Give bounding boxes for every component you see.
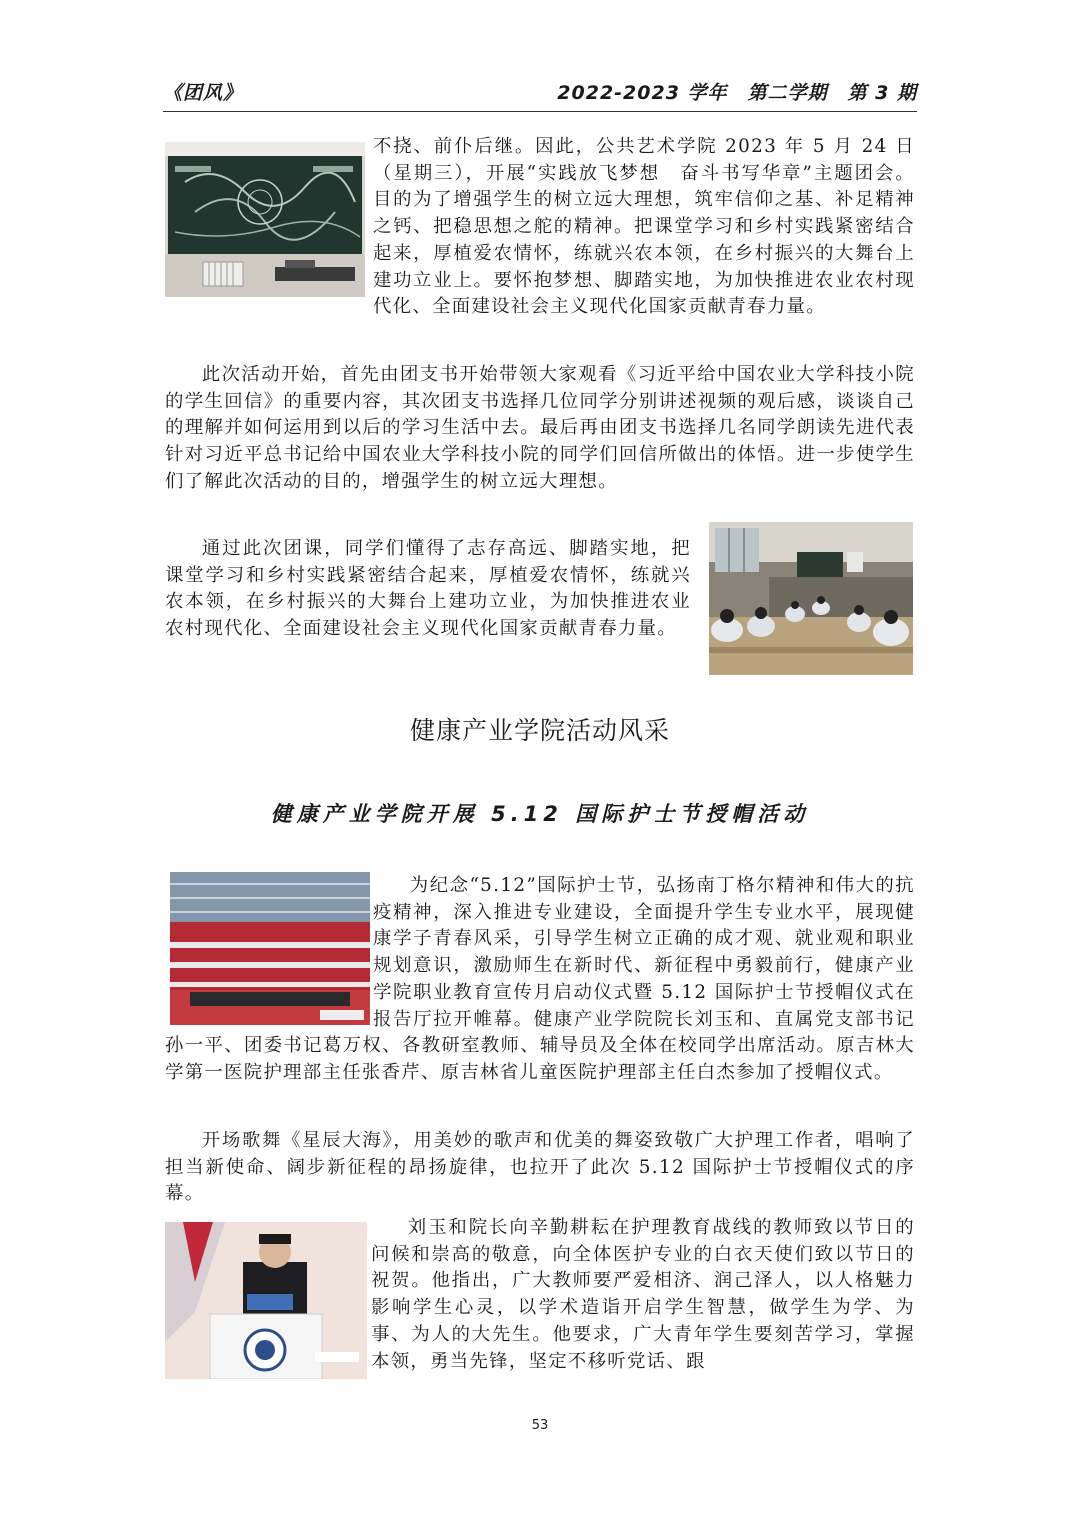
article2-paragraph-2: 开场歌舞《星辰大海》，用美妙的歌声和优美的舞姿致敬广大护理工作者，唱响了担当新使命、阔步新征程的昂扬旋律，也拉开了此次 5.12 国际护士节授帽仪式的序幕。 [165,1130,915,1205]
issue-info: 2022-2023 学年 第二学期 第 3 期 [557,82,917,104]
journal-title: 《团风》 [163,82,244,104]
section-title: 健康产业学院活动风采 [409,716,670,745]
article2-paragraph-3-block [165,1215,915,1379]
article2-paragraph-3: 刘玉和院长向辛勤耕耘在护理教育战线的教师致以节日的问候和崇高的敬意，向全体医护专业的白衣天使们致以节日的祝贺。他指出，广大教师要严爱相济、润己泽人，以人格魅力影响学生心灵，以学术造诣开启学生智慧，做学生为学、为事、为人的大先生。他要求，广大青年学生要刻苦学习，掌握本领，勇当先锋，坚定不移听党话、跟 [371,1217,915,1372]
header-divider [163,111,917,112]
article-title: 健康产业学院开展 5.12 国际护士节授帽活动 [270,802,810,826]
article2-paragraph-1-block [165,873,915,1087]
article1-paragraph-1-block [165,134,915,321]
page-number: 53 [531,1418,549,1433]
article1-paragraph-1: 不挠、前仆后继。因此，公共艺术学院 2023 年 5 月 24 日（星期三），开展“实践放飞梦想 奋斗书写华章”主题团会。目的为了增强学生的树立远大理想，筑牢信仰之基、补足精神之钙、把稳思想之舵的精神。把课堂学习和乡村实践紧密结合起来，厚植爱农情怀，练就兴农本领，在乡村振兴的大舞台上建功立业上。要怀抱梦想、脚踏实地，为加快推进农业农村现代化、全面建设社会主义现代化国家贡献青春力量。 [373,136,915,318]
article2-paragraph-1: 为纪念“5.12”国际护士节，弘扬南丁格尔精神和伟大的抗疫精神，深入推进专业建设，全面提升学生专业水平，展现健康学子青春风采，引导学生树立正确的成才观、就业观和职业规划意识，激励师生在新时代、新征程中勇毅前行，健康产业学院职业教育宣传月启动仪式暨 5.12 国际护士节授帽仪式在报告厅拉开帷幕。健康产业学院院长刘玉和、直属党支部书记孙一平、团委书记葛万权、各教研室教师、辅导员及全体在校同学出席活动。原吉林大学第一医院护理部主任张香芹、原吉林省儿童医院护理部主任白杰参加了授帽仪式。 [165,875,915,1083]
article1-paragraph-3: 通过此次团课，同学们懂得了志存高远、脚踏实地，把课堂学习和乡村实践紧密结合起来，厚植爱农情怀，练就兴农本领，在乡村振兴的大舞台上建功立业，为加快推进农业农村现代化、全面建设社会主义现代化国家贡献青春力量。 [165,538,691,640]
classroom-photo [709,522,913,675]
article1-paragraph-2: 此次活动开始，首先由团支书开始带领大家观看《习近平给中国农业大学科技小院的学生回信》的重要内容，其次团支书选择几位同学分别讲述视频的观后感，谈谈自己的理解并如何运用到以后的学习生活中去。最后再由团支书选择几名同学朗读先进代表针对习近平总书记给中国农业大学科技小院的同学们回信所做出的体悟。进一步使学生们了解此次活动的目的，增强学生的树立远大理想。 [165,364,915,492]
